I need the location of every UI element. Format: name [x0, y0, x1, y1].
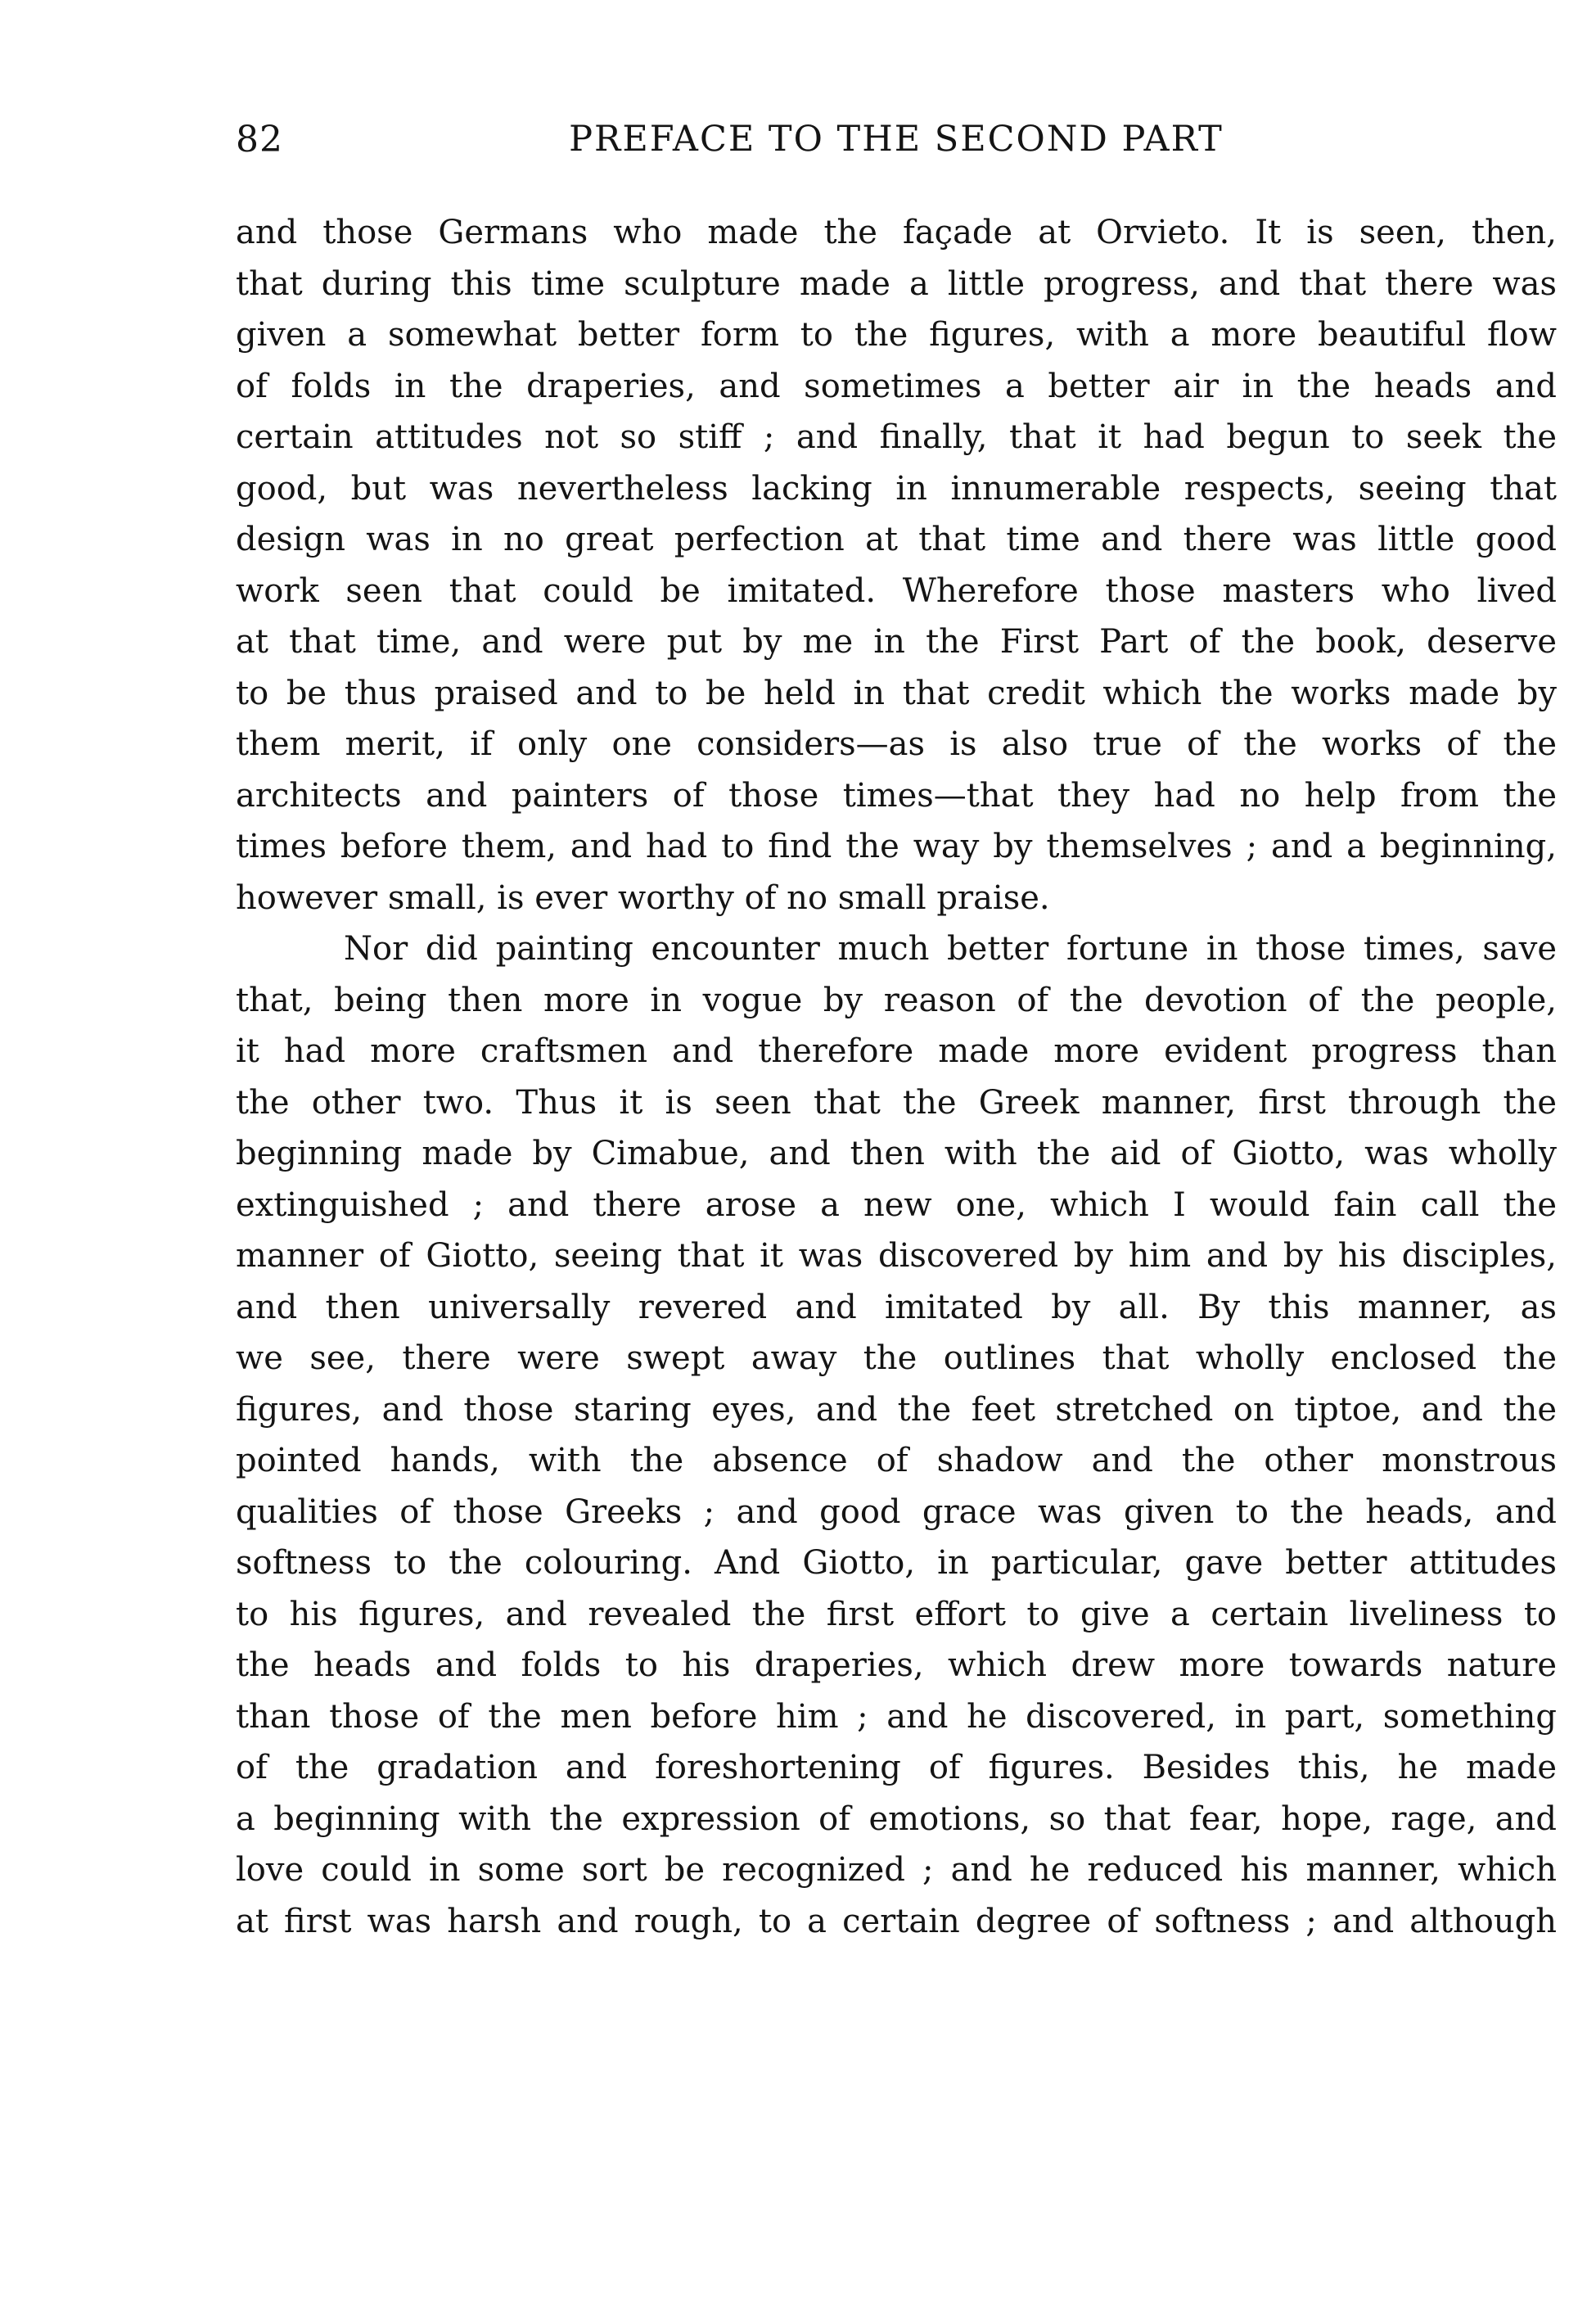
text-line: design was in no great perfection at that time and there was little good: [236, 521, 1557, 558]
text-line: that during this time sculpture made a little progress, and that there was: [236, 264, 1557, 303]
text-line: to his figures, and revealed the first effort to give a certain liveliness to: [236, 1595, 1557, 1633]
text-line: to be thus praised and to be held in that credit which the works made by: [236, 674, 1557, 712]
text-line: certain attitudes not so stiff ; and finally, that it had begun to seek the: [236, 418, 1557, 456]
text-line: of folds in the draperies, and sometimes a better air in the heads and: [236, 367, 1557, 405]
book-page: [236, 119, 1557, 1947]
text-line: qualities of those Greeks ; and good grace was given to the heads, and: [236, 1492, 1557, 1531]
text-line: them merit, if only one considers—as is also true of the works of the: [236, 725, 1557, 763]
page-number: 82: [236, 119, 283, 160]
text-line: of the gradation and foreshortening of figures. Besides this, he made: [236, 1749, 1557, 1786]
text-line: love could in some sort be recognized ; and he reduced his manner, which: [236, 1851, 1557, 1889]
body-text: [236, 207, 1557, 1947]
text-line: a beginning with the expression of emotions, so that fear, hope, rage, and: [236, 1800, 1557, 1838]
text-line: work seen that could be imitated. Wherefore those masters who lived: [236, 571, 1557, 610]
text-line: at first was harsh and rough, to a certain degree of softness ; and although: [236, 1902, 1557, 1940]
text-line: it had more craftsmen and therefore made more evident progress than: [236, 1032, 1557, 1070]
text-line: we see, there were swept away the outlines that wholly enclosed the: [236, 1339, 1557, 1377]
text-line: beginning made by Cimabue, and then with the aid of Giotto, was wholly: [236, 1135, 1557, 1172]
text-line: however small, is ever worthy of no small praise.: [236, 878, 1050, 917]
text-line: Nor did painting encounter much better fortune in those times, save: [344, 930, 1557, 968]
text-line: given a somewhat better form to the figures, with a more beautiful flow: [236, 316, 1557, 354]
text-line: and then universally revered and imitated by all. By this manner, as: [236, 1288, 1557, 1326]
text-line: pointed hands, with the absence of shadow and the other monstrous: [236, 1442, 1557, 1479]
text-line: extinguished ; and there arose a new one, which I would fain call the: [236, 1185, 1557, 1224]
running-title: PREFACE TO THE SECOND PART: [569, 119, 1224, 160]
text-line: and those Germans who made the façade at Orvieto. It is seen, then,: [236, 214, 1557, 251]
text-line: softness to the colouring. And Giotto, in particular, gave better attitudes: [236, 1544, 1557, 1582]
text-line: that, being then more in vogue by reason of the devotion of the people,: [236, 981, 1557, 1019]
text-line: the other two. Thus it is seen that the Greek manner, first through the: [236, 1083, 1557, 1122]
text-line: figures, and those staring eyes, and the feet stretched on tiptoe, and the: [236, 1390, 1557, 1429]
text-line: manner of Giotto, seeing that it was discovered by him and by his disciples,: [236, 1237, 1557, 1275]
running-head: [236, 119, 1557, 184]
text-line: good, but was nevertheless lacking in innumerable respects, seeing that: [236, 469, 1557, 508]
text-line: architects and painters of those times—that they had no help from the: [236, 776, 1557, 815]
text-line: the heads and folds to his draperies, which drew more towards nature: [236, 1646, 1557, 1684]
text-line: times before them, and had to find the way by themselves ; and a beginning,: [236, 828, 1557, 865]
text-line: at that time, and were put by me in the First Part of the book, deserve: [236, 623, 1557, 661]
text-line: than those of the men before him ; and he discovered, in part, something: [236, 1697, 1557, 1736]
